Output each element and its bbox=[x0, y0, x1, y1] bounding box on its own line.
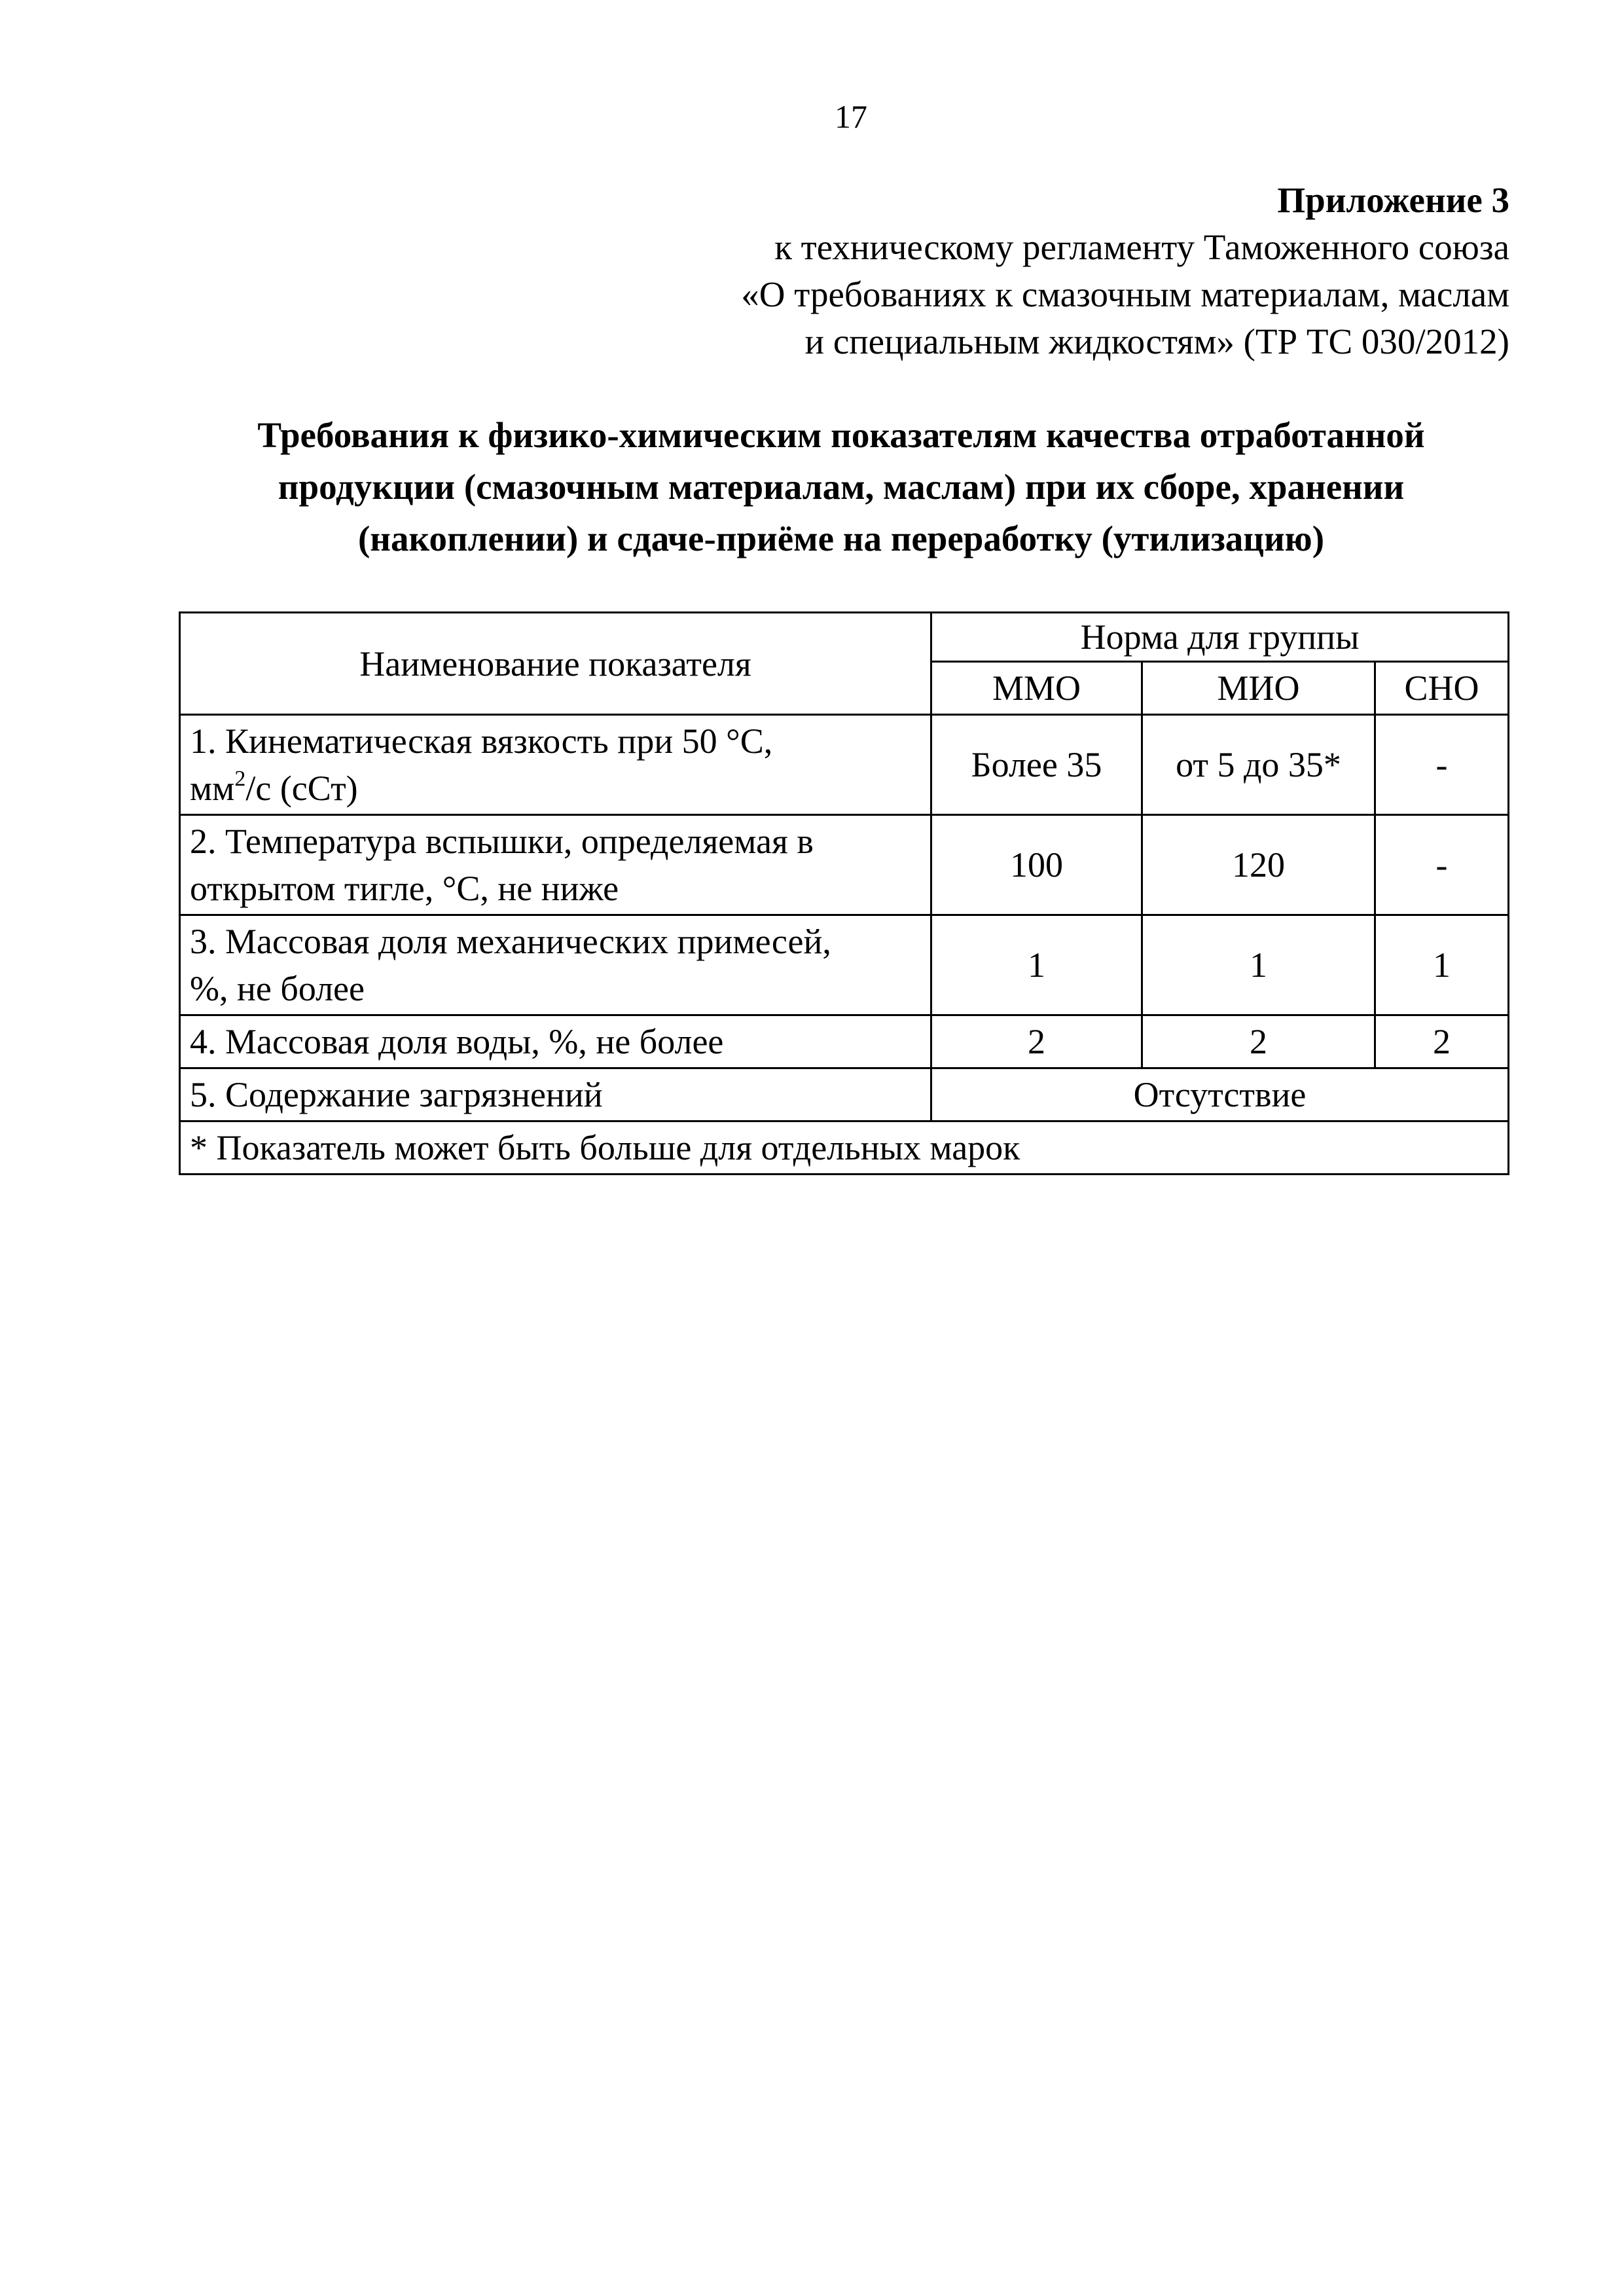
appendix-title: Приложение 3 bbox=[1277, 180, 1509, 220]
requirements-table bbox=[179, 611, 1509, 1175]
row-5-name: 5. Содержание загрязнений bbox=[180, 1068, 931, 1121]
row-1-name bbox=[180, 715, 931, 815]
table-header-row bbox=[180, 613, 1509, 662]
row-1-mmo-value: Более 35 bbox=[931, 715, 1142, 815]
row-1-mio-value: от 5 до 35* bbox=[1142, 715, 1375, 815]
row-1-name-line-1: 1. Кинематическая вязкость при 50 °С, bbox=[190, 721, 773, 761]
row-5-merged-value: Отсутствие bbox=[931, 1068, 1509, 1121]
appendix-line-3: и специальным жидкостям» (ТР ТС 030/2012) bbox=[804, 321, 1509, 361]
row-2-name bbox=[180, 815, 931, 915]
page-number: 17 bbox=[835, 98, 867, 135]
row-2-sno-value: - bbox=[1375, 815, 1509, 915]
header-group-mmo: ММО bbox=[931, 662, 1142, 715]
row-4-mmo-value: 2 bbox=[931, 1015, 1142, 1068]
table-row bbox=[180, 915, 1509, 1015]
row-1-unit-rest: /с (сСт) bbox=[245, 769, 358, 808]
header-group-sno: СНО bbox=[1375, 662, 1509, 715]
row-2-name-line-2: открытом тигле, °С, не ниже bbox=[190, 869, 619, 908]
title-line-1: Требования к физико-химическим показателям качества отработанной bbox=[257, 415, 1425, 455]
row-2-mmo-value: 100 bbox=[931, 815, 1142, 915]
header-group-mio: МИО bbox=[1142, 662, 1375, 715]
row-2-name-line-1: 2. Температура вспышки, определяемая в bbox=[190, 822, 814, 861]
row-4-name: 4. Массовая доля воды, %, не более bbox=[180, 1015, 931, 1068]
table-footnote-row bbox=[180, 1121, 1509, 1175]
row-3-mmo-value: 1 bbox=[931, 915, 1142, 1015]
appendix-line-2: «О требованиях к смазочным материалам, маслам bbox=[741, 274, 1509, 314]
appendix-header bbox=[397, 177, 1509, 365]
row-1-unit: мм bbox=[190, 769, 235, 808]
row-3-mio-value: 1 bbox=[1142, 915, 1375, 1015]
title-line-3: (накоплении) и сдаче-приёме на переработку (утилизацию) bbox=[357, 519, 1325, 558]
row-3-sno-value: 1 bbox=[1375, 915, 1509, 1015]
document-title bbox=[177, 409, 1506, 564]
row-4-sno-value: 2 bbox=[1375, 1015, 1509, 1068]
table-footnote: * Показатель может быть больше для отдельных марок bbox=[180, 1121, 1509, 1175]
table-row bbox=[180, 715, 1509, 815]
table-row bbox=[180, 1015, 1509, 1068]
title-line-2: продукции (смазочным материалам, маслам) при их сборе, хранении bbox=[278, 467, 1405, 507]
row-3-name-line-2: %, не более bbox=[190, 969, 365, 1008]
row-2-mio-value: 120 bbox=[1142, 815, 1375, 915]
table-row bbox=[180, 815, 1509, 915]
row-1-sno-value: - bbox=[1375, 715, 1509, 815]
row-3-name bbox=[180, 915, 931, 1015]
header-group-norm: Норма для группы bbox=[931, 613, 1509, 662]
appendix-line-1: к техническому регламенту Таможенного союза bbox=[774, 227, 1509, 267]
row-4-mio-value: 2 bbox=[1142, 1015, 1375, 1068]
header-indicator-name: Наименование показателя bbox=[180, 613, 931, 715]
row-3-name-line-1: 3. Массовая доля механических примесей, bbox=[190, 922, 831, 961]
table-row bbox=[180, 1068, 1509, 1121]
row-1-name-line-2 bbox=[190, 765, 921, 812]
row-1-unit-superscript: 2 bbox=[234, 767, 246, 791]
